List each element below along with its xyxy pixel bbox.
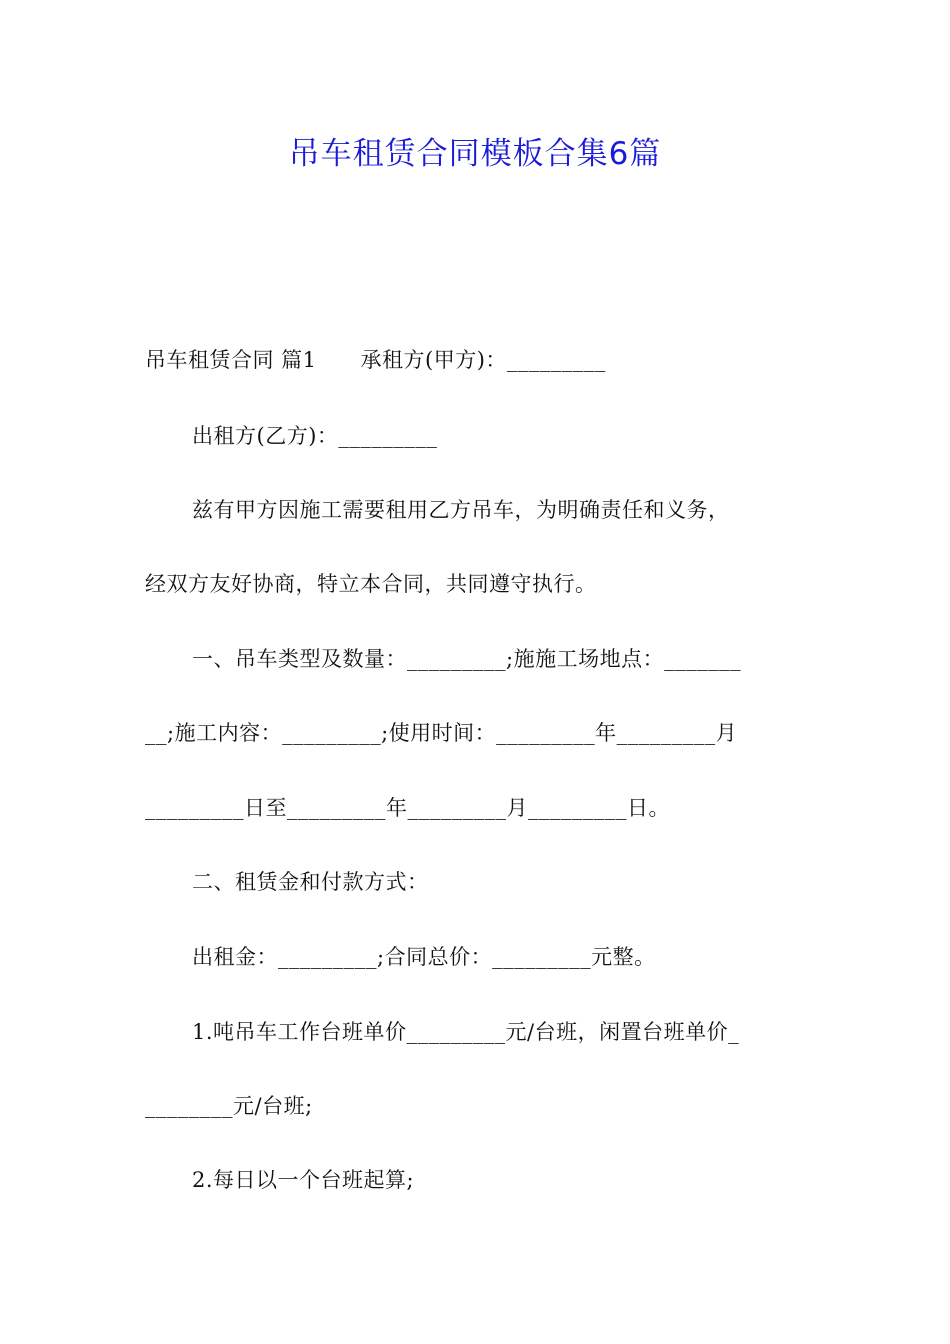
clause-1-line-1: 一、吊车类型及数量：_________;施施工场地点：_______ — [192, 647, 742, 671]
clause-2-heading: 二、租赁金和付款方式： — [192, 870, 429, 894]
clause-2-item-1-line-1: 1.吨吊车工作台班单价_________元/台班，闲置台班单价_ — [192, 1020, 740, 1044]
paragraph-preamble-1: 兹有甲方因施工需要租用乙方吊车，为明确责任和义务， — [192, 498, 730, 522]
lessee-party-a: 承租方(甲方)：_________ — [360, 348, 606, 372]
clause-2-item-2: 2.每日以一个台班起算; — [192, 1168, 415, 1192]
document-title: 吊车租赁合同模板合集6篇 — [288, 136, 662, 172]
clause-1-line-2: __;施工内容：_________;使用时间：_________年_________月 — [145, 721, 738, 745]
rent-amount-line: 出租金：_________;合同总价：_________元整。 — [192, 945, 656, 969]
lessor-party-b: 出租方(乙方)：_________ — [192, 424, 438, 448]
contract-heading-line — [145, 345, 810, 375]
clause-1-line-3: _________日至_________年_________月_________日。 — [145, 796, 670, 820]
clause-2-item-1-line-2: ________元/台班; — [145, 1094, 313, 1118]
contract-section-label: 吊车租赁合同 篇1 — [145, 348, 317, 372]
paragraph-preamble-2: 经双方友好协商，特立本合同，共同遵守执行。 — [145, 572, 597, 596]
